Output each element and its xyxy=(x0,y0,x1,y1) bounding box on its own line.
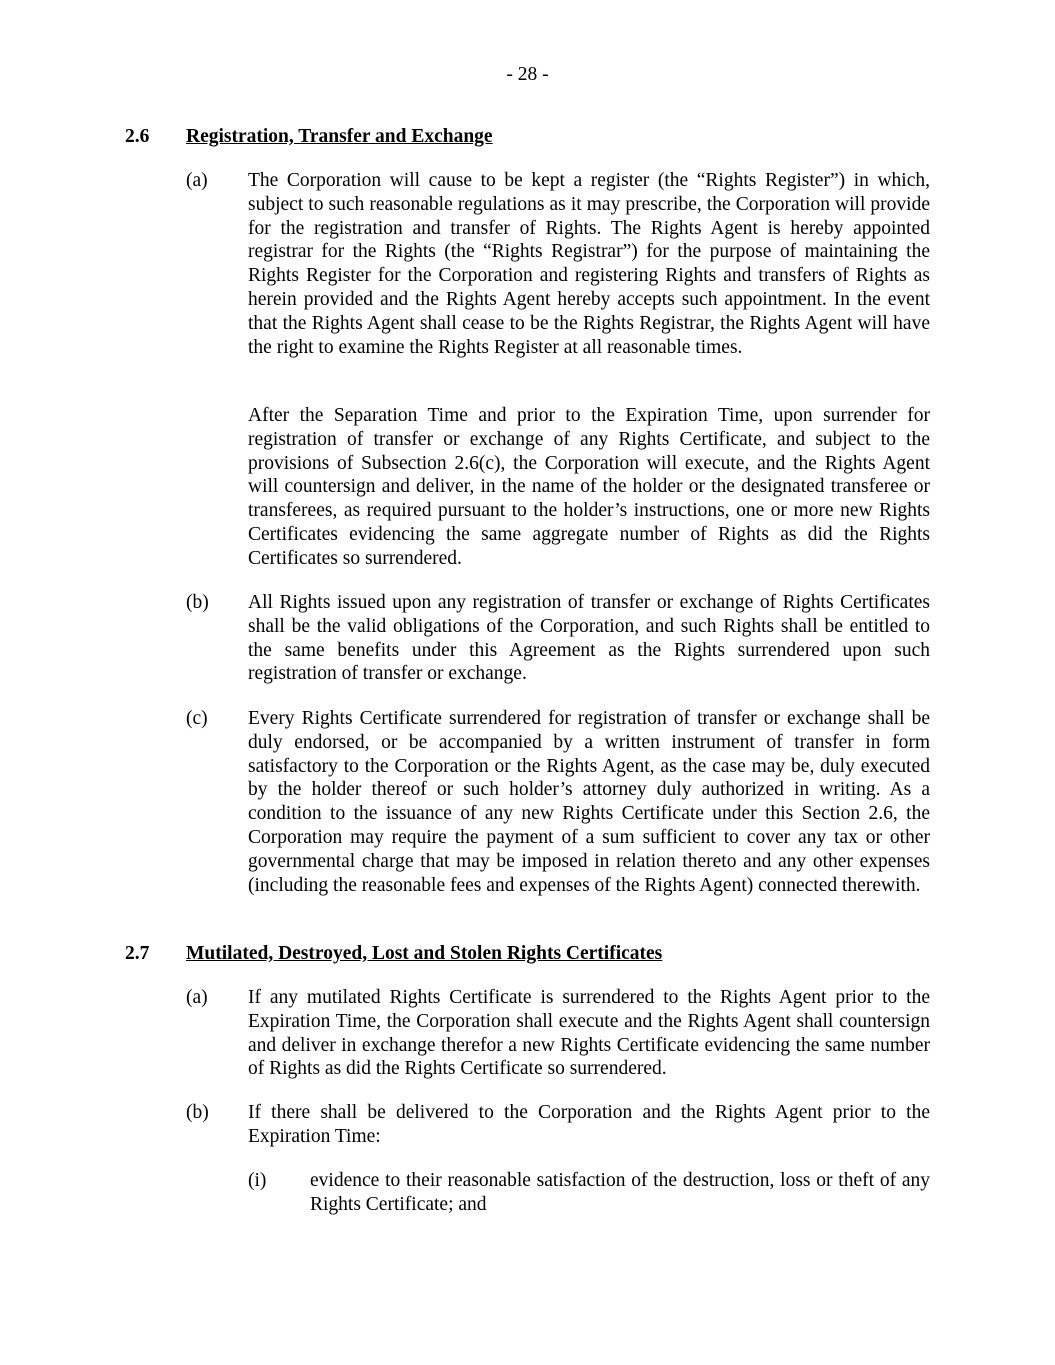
subitem-paragraph: evidence to their reasonable satisfaction of the destruction, loss or theft of any Rights Certificate; and xyxy=(310,1170,930,1215)
item-label: (a) xyxy=(186,170,208,191)
paragraph: If any mutilated Rights Certificate is surrendered to the Rights Agent prior to the Expiration Time, the Corporation shall execute and the Rights Agent shall countersign and deliver in exchange therefor a new Rights Certificate evidencing the same number of Rights as did the Rights Certificate so surrendered. xyxy=(248,987,930,1080)
item-label: (c) xyxy=(186,708,208,729)
item-label: (b) xyxy=(186,592,209,613)
item-label: (a) xyxy=(186,987,208,1008)
section-title: Mutilated, Destroyed, Lost and Stolen Rights Certificates xyxy=(186,943,663,964)
subitem-label: (i) xyxy=(248,1170,267,1191)
page-number: - 28 - xyxy=(506,64,549,85)
paragraph: The Corporation will cause to be kept a register (the “Rights Register”) in which, subject to such reasonable regulations as it may prescribe, the Corporation will provide for the registration and transfer of Rights. The Rights Agent is hereby appointed registrar for the Rights (the “Rights Registrar”) for the purpose of maintaining the Rights Register for the Corporation and registering Rights and transfers of Rights as herein provided and the Rights Agent hereby accepts such appointment. In the event that the Rights Agent shall cease to be the Rights Registrar, the Rights Agent will have the right to examine the Rights Register at all reasonable times. xyxy=(248,170,930,358)
section-title: Registration, Transfer and Exchange xyxy=(186,126,493,147)
paragraph: Every Rights Certificate surrendered for registration of transfer or exchange shall be duly endorsed, or be accompanied by a written instrument of transfer in form satisfactory to the Corporation or the Rights Agent, as the case may be, duly executed by the holder thereof or such holder’s attorney duly authorized in writing. As a condition to the issuance of any new Rights Certificate under this Section 2.6, the Corporation may require the payment of a sum sufficient to cover any tax or other governmental charge that may be imposed in relation thereto and any other expenses (including the reasonable fees and expenses of the Rights Agent) connected therewith. xyxy=(248,708,930,896)
paragraph: If there shall be delivered to the Corporation and the Rights Agent prior to the Expiration Time: xyxy=(248,1102,930,1147)
section-number: 2.7 xyxy=(125,943,150,964)
item-label: (b) xyxy=(186,1102,209,1123)
paragraph: All Rights issued upon any registration of transfer or exchange of Rights Certificates shall be the valid obligations of the Corporation, and such Rights shall be entitled to the same benefits under this Agreement as the Rights surrendered upon such registration of transfer or exchange. xyxy=(248,592,930,685)
section-number: 2.6 xyxy=(125,126,150,147)
paragraph: After the Separation Time and prior to the Expiration Time, upon surrender for registration of transfer or exchange of any Rights Certificate, and subject to the provisions of Subsection 2.6(c), the Corporation will execute, and the Rights Agent will countersign and deliver, in the name of the holder or the designated transferee or transferees, as required pursuant to the holder’s instructions, one or more new Rights Certificates evidencing the same aggregate number of Rights as did the Rights Certificates so surrendered. xyxy=(248,405,930,569)
